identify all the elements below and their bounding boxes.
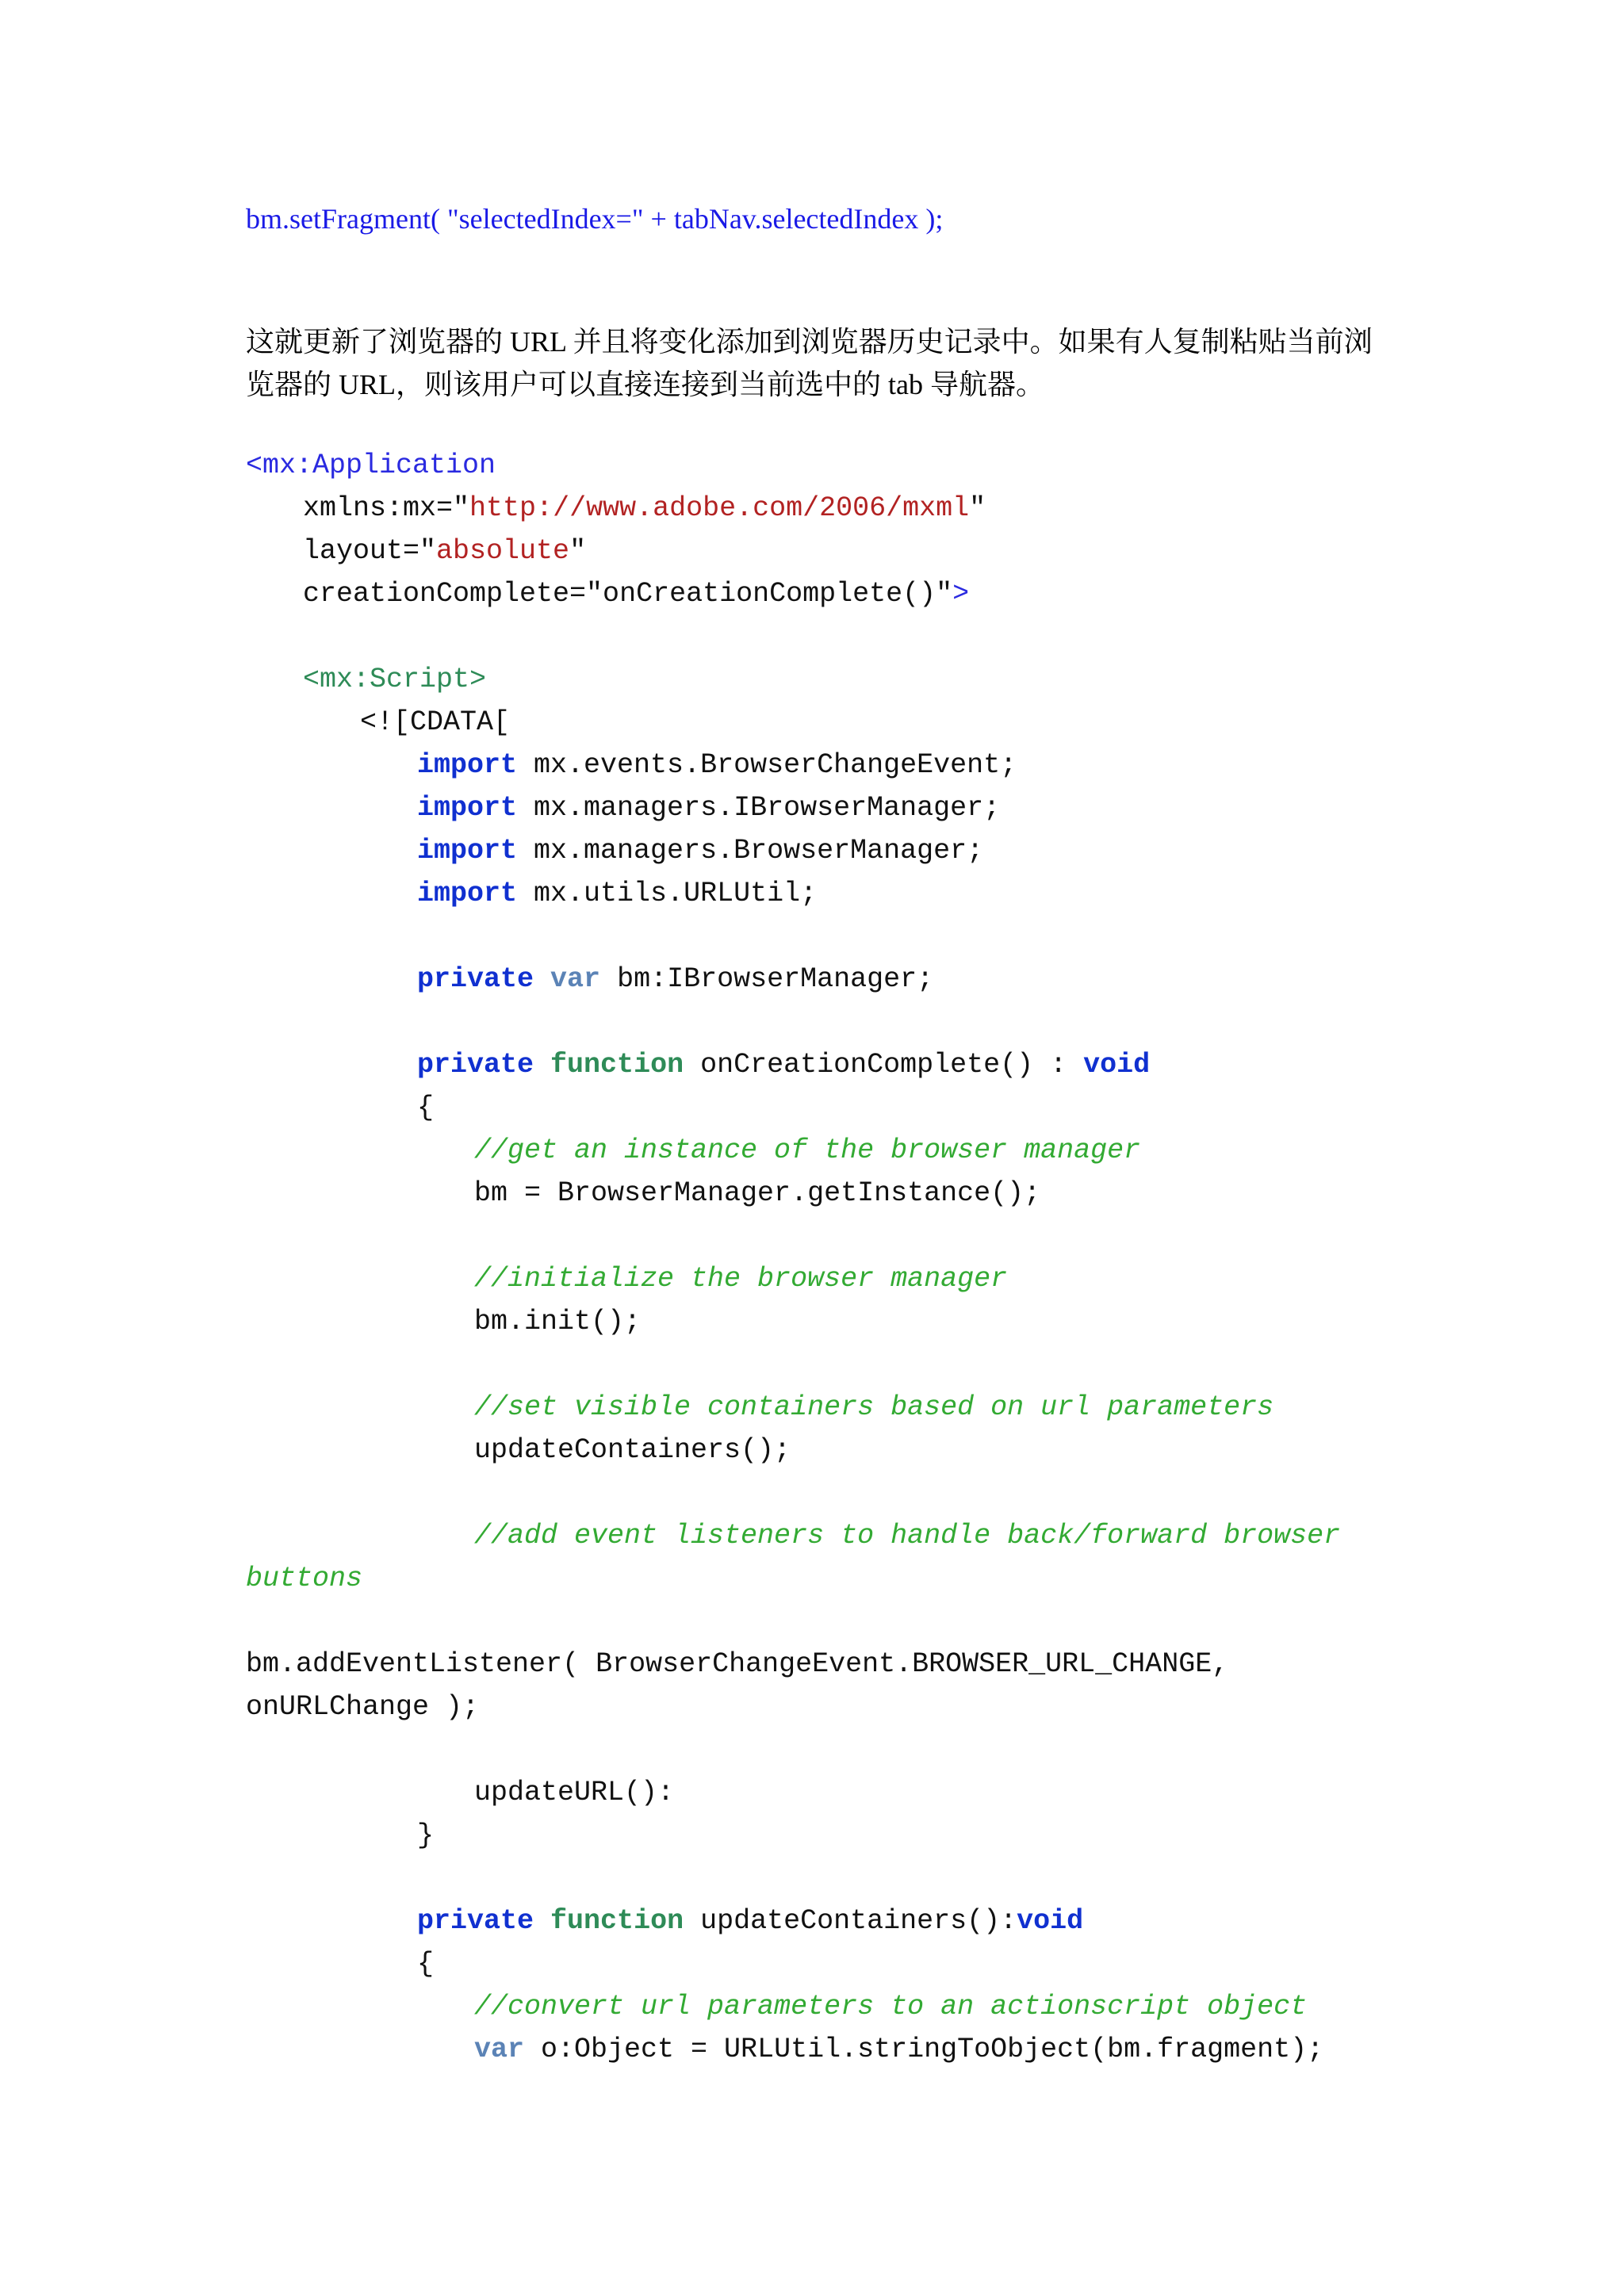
code-stmt-3: updateContainers();: [474, 1434, 791, 1466]
code-comment-5: //convert url parameters to an actionscript object: [474, 1991, 1308, 2022]
paragraph-line-1: 这就更新了浏览器的 URL 并且将变化添加到浏览器历史记录中。如果有人复制粘贴当前浏: [246, 326, 1373, 358]
code-fn2-signature: private function updateContainers():void: [417, 1905, 1084, 1937]
code-creation-line: creationComplete="onCreationComplete()">: [303, 578, 970, 610]
code-script-tag: <mx:Script>: [303, 664, 487, 695]
code-stmt-6: var o:Object = URLUtil.stringToObject(bm.fragment);: [474, 2034, 1324, 2065]
code-stmt-1: bm = BrowserManager.getInstance();: [474, 1177, 1041, 1209]
code-comment-2: //initialize the browser manager: [474, 1263, 1008, 1295]
code-xmlns-line: xmlns:mx="http://www.adobe.com/2006/mxml": [303, 492, 986, 524]
code-app-tag: <mx:Application: [246, 450, 496, 481]
code-comment-4a: //add event listeners to handle back/forward browser: [474, 1520, 1341, 1552]
fragment-code-line: bm.setFragment( "selectedIndex=" + tabNav.selectedIndex );: [246, 203, 944, 235]
code-import-3: import mx.managers.BrowserManager;: [417, 835, 984, 867]
code-stmt-2: bm.init();: [474, 1306, 642, 1337]
code-import-1: import mx.events.BrowserChangeEvent;: [417, 749, 1017, 781]
code-layout-line: layout="absolute": [303, 535, 587, 567]
paragraph-line-2: 览器的 URL，则该用户可以直接连接到当前选中的 tab 导航器。: [246, 369, 1044, 400]
code-stmt-4b: onURLChange );: [246, 1691, 480, 1723]
code-var-decl: private var bm:IBrowserManager;: [417, 963, 934, 995]
code-stmt-5: updateURL():: [474, 1777, 675, 1808]
code-comment-4b: buttons: [246, 1563, 363, 1594]
code-import-4: import mx.utils.URLUtil;: [417, 878, 818, 909]
code-fn1-brace-open: {: [417, 1092, 435, 1123]
code-cdata: <![CDATA[: [360, 706, 511, 738]
code-import-2: import mx.managers.IBrowserManager;: [417, 792, 1001, 824]
code-fn2-brace-open: {: [417, 1948, 435, 1980]
code-comment-3: //set visible containers based on url parameters: [474, 1391, 1274, 1423]
code-fn1-signature: private function onCreationComplete() : void: [417, 1049, 1151, 1081]
code-stmt-4a: bm.addEventListener( BrowserChangeEvent.BROWSER_URL_CHANGE,: [246, 1648, 1229, 1680]
code-comment-1: //get an instance of the browser manager: [474, 1135, 1141, 1166]
code-fn1-brace-close: }: [417, 1820, 435, 1851]
